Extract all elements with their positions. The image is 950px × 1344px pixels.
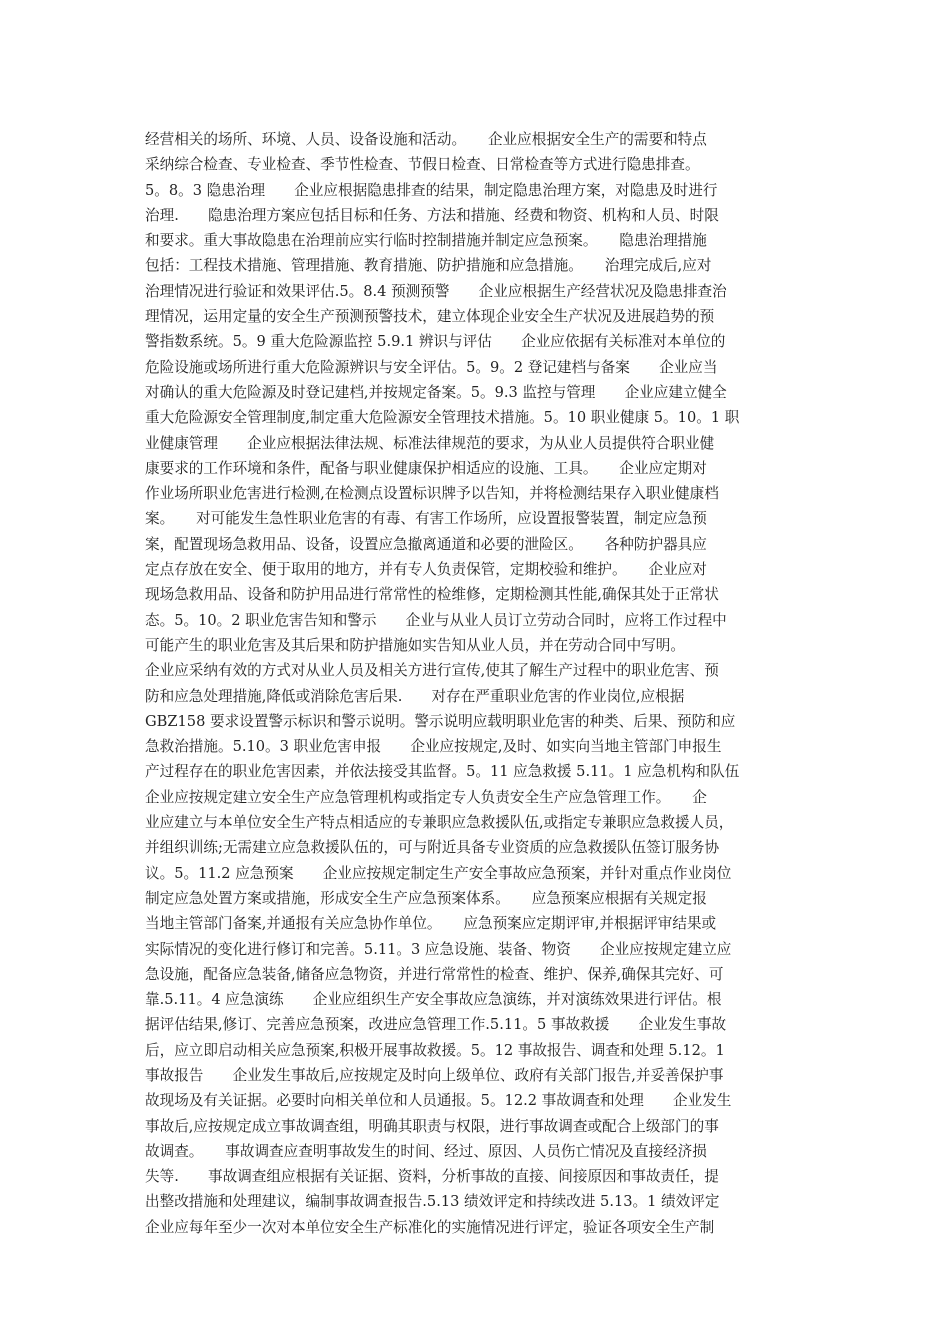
text-line: GBZ158 要求设置警示标识和警示说明。警示说明应载明职业危害的种类、后果、预防和应 [145,712,736,730]
text-line: 业应建立与本单位安全生产特点相适应的专兼职应急救援队伍,或指定专兼职应急救援人员， [145,814,734,832]
text-line: 案，配置现场急救用品、设备，设置应急撤离通道和必要的泄险区。 各种防护器具应 [145,535,707,553]
text-line: 治理情况进行验证和效果评估.5。8.4 预测预警 企业应根据生产经营状况及隐患排查治 [145,282,727,300]
text-line: 治理. 隐患治理方案应包括目标和任务、方法和措施、经费和物资、机构和人员、时限 [145,206,719,224]
text-line: 5。8。3 隐患治理 企业应根据隐患排查的结果，制定隐患治理方案，对隐患及时进行 [145,181,718,199]
text-line: 危险设施或场所进行重大危险源辨识与安全评估。5。9。2 登记建档与备案 企业应当 [145,358,718,376]
text-line: 业健康管理 企业应根据法律法规、标准法律规范的要求，为从业人员提供符合职业健 [145,434,715,452]
text-line: 态。5。10。2 职业危害告知和警示 企业与从业人员订立劳动合同时，应将工作过程中 [145,611,727,629]
text-line: 并组织训练;无需建立应急救援队伍的，可与附近具备专业资质的应急救援队伍签订服务协 [145,839,720,857]
text-line: 警指数系统。5。9 重大危险源监控 5.9.1 辨识与评估 企业应依据有关标准对本单位的 [145,333,726,351]
text-line: 出整改措施和处理建议，编制事故调查报告.5.13 绩效评定和持续改进 5.13。1 绩效评定 [145,1193,720,1211]
text-line: 产过程存在的职业危害因素，并依法接受其监督。5。11 应急救援 5.11。1 应急机构和队伍 [145,763,740,781]
text-line: 企业应采纳有效的方式对从业人员及相关方进行宣传,使其了解生产过程中的职业危害、预 [145,662,719,680]
text-line: 现场急救用品、设备和防护用品进行常常性的检维修，定期检测其性能,确保其处于正常状 [145,586,719,604]
text-line: 故调查。 事故调查应查明事故发生的时间、经过、原因、人员伤亡情况及直接经济损 [145,1142,707,1160]
text-line: 据评估结果,修订、完善应急预案，改进应急管理工作.5.11。5 事故救援 企业发生事故 [145,1016,727,1034]
text-line: 靠.5.11。4 应急演练 企业应组织生产安全事故应急演练，并对演练效果进行评估。根 [145,991,722,1009]
text-line: 企业应每年至少一次对本单位安全生产标准化的实施情况进行评定，验证各项安全生产制 [145,1218,715,1236]
text-line: 作业场所职业危害进行检测,在检测点设置标识牌予以告知，并将检测结果存入职业健康档 [145,485,719,503]
text-line: 包括：工程技术措施、管理措施、教育措施、防护措施和应急措施。 治理完成后,应对 [145,257,712,275]
text-line: 定点存放在安全、便于取用的地方，并有专人负责保管，定期校验和维护。 企业应对 [145,561,707,579]
body-text [145,127,810,1240]
text-line: 失等. 事故调查组应根据有关证据、资料，分析事故的直接、间接原因和事故责任，提 [145,1168,719,1186]
text-line: 可能产生的职业危害及其后果和防护措施如实告知从业人员，并在劳动合同中写明。 [145,636,685,654]
text-line: 经营相关的场所、环境、人员、设备设施和活动。 企业应根据安全生产的需要和特点 [145,131,707,148]
text-line: 议。5。11.2 应急预案 企业应按规定制定生产安全事故应急预案，并针对重点作业岗位 [145,864,732,882]
text-line: 急设施，配备应急装备,储备应急物资，并进行常常性的检查、维护、保养,确保其完好、可 [145,965,724,983]
text-line: 事故报告 企业发生事故后,应按规定及时向上级单位、政府有关部门报告,并妥善保护事 [145,1066,724,1084]
text-line: 急救治措施。5.10。3 职业危害申报 企业应按规定,及时、如实向当地主管部门申报生 [145,738,722,756]
text-line: 制定应急处置方案或措施，形成安全生产应急预案体系。 应急预案应根据有关规定报 [145,889,707,907]
text-line: 和要求。重大事故隐患在治理前应实行临时控制措施并制定应急预案。 隐患治理措施 [145,232,707,250]
text-line: 企业应按规定建立安全生产应急管理机构或指定专人负责安全生产应急管理工作。 企 [145,788,707,806]
text-line: 后，应立即启动相关应急预案,积极开展事故救援。5。12 事故报告、调查和处理 5.12。1 [145,1041,725,1059]
text-line: 事故后,应按规定成立事故调查组，明确其职责与权限，进行事故调查或配合上级部门的事 [145,1117,719,1135]
text-line: 实际情况的变化进行修订和完善。5.11。3 应急设施、装备、物资 企业应按规定建立应 [145,940,732,958]
text-line: 故现场及有关证据。必要时向相关单位和人员通报。5。12.2 事故调查和处理 企业发生 [145,1092,732,1110]
text-line: 防和应急处理措施,降低或消除危害后果. 对存在严重职业危害的作业岗位,应根据 [145,687,685,705]
text-line: 案。 对可能发生急性职业危害的有毒、有害工作场所，应设置报警装置，制定应急预 [145,510,707,528]
text-line: 当地主管部门备案,并通报有关应急协作单位。 应急预案应定期评审,并根据评审结果或 [145,915,717,933]
text-line: 采纳综合检查、专业检查、季节性检查、节假日检查、日常检查等方式进行隐患排查。 [145,156,700,174]
text-line: 理情况，运用定量的安全生产预测预警技术，建立体现企业安全生产状况及进展趋势的预 [145,308,715,326]
text-line: 重大危险源安全管理制度,制定重大危险源安全管理技术措施。5。10 职业健康 5。10。1 职 [145,409,740,427]
text-line: 对确认的重大危险源及时登记建档,并按规定备案。5。9.3 监控与管理 企业应建立健全 [145,383,727,401]
text-line: 康要求的工作环境和条件，配备与职业健康保护相适应的设施、工具。 企业应定期对 [145,459,707,477]
